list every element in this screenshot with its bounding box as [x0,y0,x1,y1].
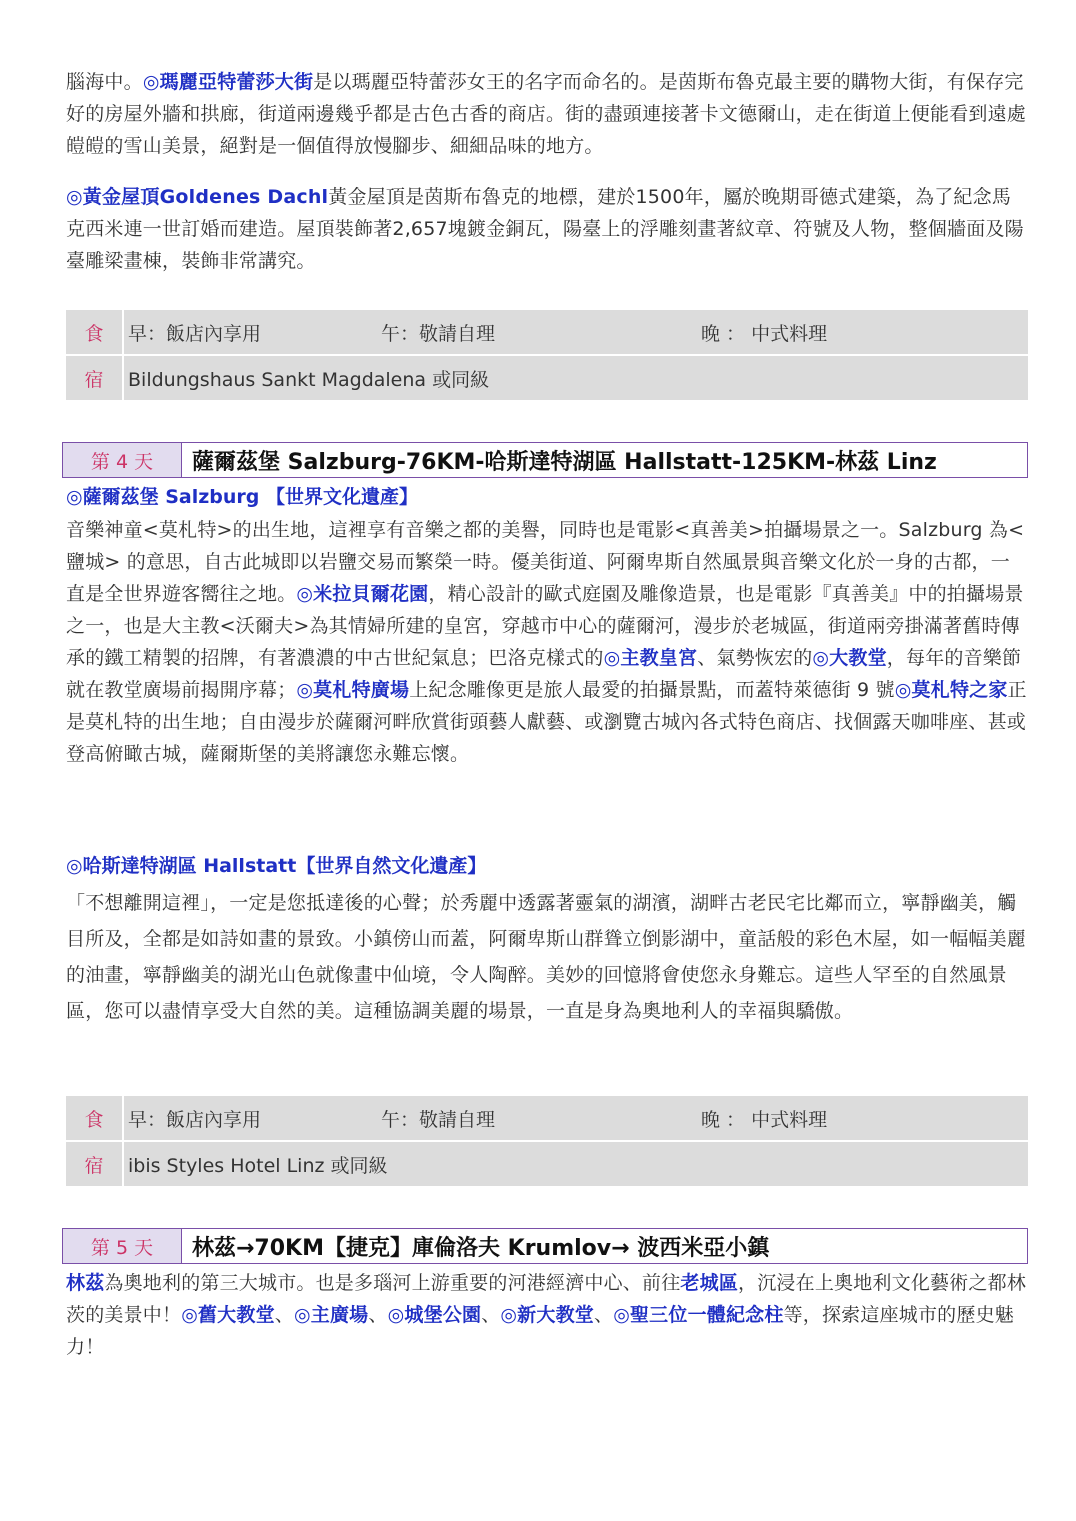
hotel-cell: ibis Styles Hotel Linz 或同級 [123,1141,1028,1187]
maria-theresa-paragraph [66,66,1028,162]
para-text: 正是莫札特的出生地；自由漫步於薩爾河畔欣賞街頭藝人獻藝、或瀏覽古城內各式特色商店、找個露天咖啡座、甚或登高俯瞰古城，薩爾斯堡的美將讓您永難忘懷。 [66,679,1027,765]
meal-table-day4 [66,1096,1028,1188]
golden-roof-highlight: ◎黃金屋頂Goldenes Dachl [66,186,329,208]
salzburg-heading: ◎薩爾茲堡 Salzburg 【世界文化遺產】 [66,486,418,508]
maria-theresa-street-highlight: ◎瑪麗亞特蕾莎大街 [142,71,314,93]
mirabell-garden-highlight: ◎米拉貝爾花園 [296,583,429,605]
para-text: ，精心設計的歐式庭園及雕像造景，也是電影『真善美』中的拍攝場景之一，也是大主教<沃爾夫>為其情婦所建的皇宮，穿越市中心的薩爾河，漫步於老城區，街道兩旁掛滿著舊時傳承的鐵工精製的招牌，有著濃濃的中古世紀氣息；巴洛克樣式的 [66,583,1024,669]
mozart-square-highlight: ◎莫札特廣場 [296,679,410,701]
dinner-cell: 晚 ： 中式料理 [697,1096,1028,1141]
separator: 、 [368,1304,388,1326]
main-square-highlight: ◎主廣場 [294,1304,369,1326]
food-tag: 食 [66,310,123,355]
para-text: ，沉浸在上奧地利文化藝術之都林茨的美景中！ [66,1272,1027,1326]
salzburg-paragraph [66,514,1028,770]
hallstatt-paragraph: 「不想離開這裡」，一定是您抵達後的心聲；於秀麗中透露著靈氣的湖濱，湖畔古老民宅比鄰而立，寧靜幽美，觸目所及，全都是如詩如畫的景致。小鎮傍山而蓋，阿爾卑斯山群聳立倒影湖中，童話般的彩色木屋，如一幅幅美麗的油畫，寧靜幽美的湖光山色就像畫中仙境，令人陶醉。美妙的回憶將會使您永身難忘。這些人罕至的自然風景區，您可以盡情享受大自然的美。這種協調美麗的場景，一直是身為奧地利人的幸福與驕傲。 [66,892,1027,1022]
food-tag: 食 [66,1096,123,1141]
para-text: 上紀念雕像更是旅人最愛的拍攝景點，而蓋特萊德街 9 號 [409,679,895,701]
para-text: ，每年的音樂節就在教堂廣場前揭開序幕； [66,647,1022,701]
day-label: 第 5 天 [63,1229,182,1263]
day-4-header [62,442,1028,478]
separator: 、 [274,1304,294,1326]
day-5-header [62,1228,1028,1264]
meal-row [66,310,1028,355]
para-text: 、氣勢恢宏的 [697,647,813,669]
stay-row [66,355,1028,401]
breakfast-cell: 早：飯店內享用 [123,310,377,355]
stay-tag: 宿 [66,355,123,401]
castle-park-highlight: ◎城堡公園 [387,1304,482,1326]
separator: 、 [593,1304,614,1326]
para-text: 音樂神童<莫札特>的出生地，這裡享有音樂之都的美譽，同時也是電影<真善美>拍攝場景之一。Salzburg 為<鹽城> 的意思，自古此城即以岩鹽交易而繁榮一時。優美街道、阿爾卑斯自然風景與音樂文化於一身的古都，一直是全世界遊客嚮往之地。 [66,519,1025,605]
meal-table-day3 [66,310,1028,402]
day-title: 薩爾茲堡 Salzburg-76KM-哈斯達特湖區 Hallstatt-125KM-林茲 Linz [192,449,937,475]
para-text: 腦海中。 [66,71,143,93]
day-label: 第 4 天 [63,443,182,477]
meal-row [66,1096,1028,1141]
golden-roof-paragraph [66,181,1028,277]
hallstatt-heading: ◎哈斯達特湖區 Hallstatt【世界自然文化遺產】 [66,855,487,877]
breakfast-cell: 早：飯店內享用 [123,1096,377,1141]
linz-highlight: 林茲 [66,1272,105,1294]
lunch-cell: 午：敬請自理 [377,310,697,355]
hotel-cell: Bildungshaus Sankt Magdalena 或同級 [123,355,1028,401]
trinity-column-highlight: ◎聖三位一體紀念柱 [613,1304,784,1326]
para-text: 是以瑪麗亞特蕾莎女王的名字而命名的。是茵斯布魯克最主要的購物大街，有保存完好的房屋外牆和拱廊，街道兩邊幾乎都是古色古香的商店。街的盡頭連接著卡文德爾山，走在街道上便能看到遠處皚皚的雪山美景，絕對是一個值得放慢腳步、細細品味的地方。 [66,71,1027,157]
new-cathedral-highlight: ◎新大教堂 [500,1304,594,1326]
para-text: 為奧地利的第三大城市。也是多瑙河上游重要的河港經濟中心、前往 [104,1272,681,1294]
stay-tag: 宿 [66,1141,123,1187]
para-text: 黃金屋頂是茵斯布魯克的地標，建於1500年，屬於晚期哥德式建築，為了紀念馬克西米連一世訂婚而建造。屋頂裝飾著2,657塊鍍金銅瓦，陽臺上的浮雕刻畫著紋章、符號及人物，整個牆面及陽臺雕梁畫棟，裝飾非常講究。 [66,186,1024,272]
dinner-cell: 晚 ： 中式料理 [697,310,1028,355]
residenz-highlight: ◎主教皇宮 [603,647,698,669]
lunch-cell: 午：敬請自理 [377,1096,697,1141]
day-title: 林茲→70KM【捷克】庫倫洛夫 Krumlov→ 波西米亞小鎮 [192,1235,770,1261]
old-cathedral-highlight: ◎舊大教堂 [181,1304,275,1326]
separator: 、 [481,1304,501,1326]
linz-paragraph [66,1267,1028,1363]
mozart-house-highlight: ◎莫札特之家 [894,679,1008,701]
para-text: 等，探索這座城市的歷史魅力！ [66,1304,1014,1358]
stay-row [66,1141,1028,1187]
old-town-highlight: 老城區 [680,1272,739,1294]
cathedral-highlight: ◎大教堂 [812,647,887,669]
